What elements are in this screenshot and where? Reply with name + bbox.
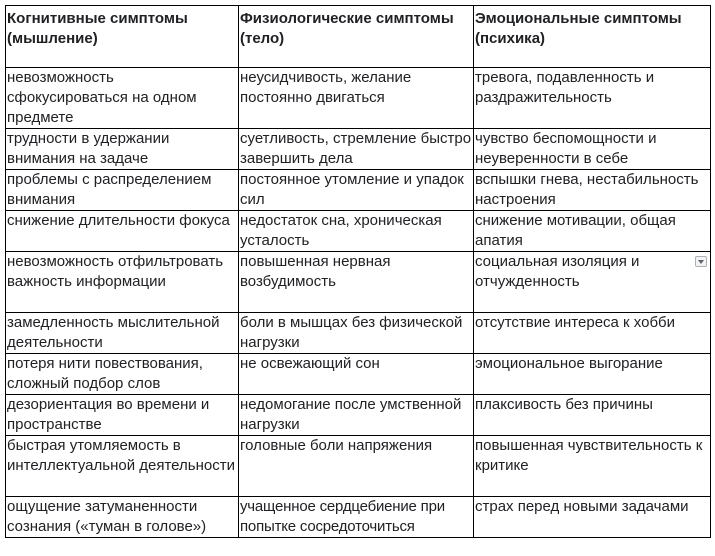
table-row: [6, 211, 711, 252]
table-cell[interactable]: снижение мотивации, общая апатия: [474, 211, 711, 252]
table-cell[interactable]: повышенная чувствительность к критике: [474, 436, 711, 497]
table-cell[interactable]: снижение длительности фокуса: [6, 211, 239, 252]
table-row: [6, 354, 711, 395]
table-row: [6, 129, 711, 170]
table-row: [6, 170, 711, 211]
table-cell[interactable]: трудности в удержании внимания на задаче: [6, 129, 239, 170]
symptoms-table: [5, 5, 711, 538]
header-cognitive[interactable]: Когнитивные симптомы (мышление): [6, 6, 239, 68]
table-cell[interactable]: учащенное сердцебиение при попытке сосредоточиться: [239, 497, 474, 538]
table-cell[interactable]: вспышки гнева, нестабильность настроения: [474, 170, 711, 211]
table-cell[interactable]: потеря нити повествования, сложный подбор слов: [6, 354, 239, 395]
table-cell[interactable]: невозможность отфильтровать важность информации: [6, 252, 239, 313]
cell-dropdown-icon[interactable]: [695, 256, 707, 267]
table-cell[interactable]: не освежающий сон: [239, 354, 474, 395]
header-emotional[interactable]: Эмоциональные симптомы (психика): [474, 6, 711, 68]
table-cell[interactable]: эмоциональное выгорание: [474, 354, 711, 395]
table-row: [6, 395, 711, 436]
table-cell[interactable]: быстрая утомляемость в интеллектуальной деятельности: [6, 436, 239, 497]
table-cell[interactable]: чувство беспомощности и неуверенности в себе: [474, 129, 711, 170]
table-row: [6, 436, 711, 497]
table-cell[interactable]: повышенная нервная возбудимость: [239, 252, 474, 313]
table-cell[interactable]: замедленность мыслительной деятельности: [6, 313, 239, 354]
table-cell[interactable]: недомогание после умственной нагрузки: [239, 395, 474, 436]
table-cell[interactable]: недостаток сна, хроническая усталость: [239, 211, 474, 252]
table-row: [6, 313, 711, 354]
header-physiological[interactable]: Физиологические симптомы (тело): [239, 6, 474, 68]
table-cell[interactable]: головные боли напряжения: [239, 436, 474, 497]
table-cell[interactable]: суетливость, стремление быстро завершить дела: [239, 129, 474, 170]
table-row: [6, 497, 711, 538]
table-cell[interactable]: ощущение затуманенности сознания («туман в голове»): [6, 497, 239, 538]
table-cell[interactable]: проблемы с распределением внимания: [6, 170, 239, 211]
table-cell[interactable]: постоянное утомление и упадок сил: [239, 170, 474, 211]
table-cell[interactable]: тревога, подавленность и раздражительность: [474, 68, 711, 129]
table-cell[interactable]: плаксивость без причины: [474, 395, 711, 436]
table-cell[interactable]: боли в мышцах без физической нагрузки: [239, 313, 474, 354]
table-row: [6, 252, 711, 313]
table-cell[interactable]: невозможность сфокусироваться на одном предмете: [6, 68, 239, 129]
table-cell-selected[interactable]: [474, 252, 711, 313]
table-cell[interactable]: неусидчивость, желание постоянно двигаться: [239, 68, 474, 129]
table-cell-text: социальная изоляция и отчужденность: [475, 253, 640, 290]
table-cell[interactable]: отсутствие интереса к хобби: [474, 313, 711, 354]
table-header-row: [6, 6, 711, 68]
table-row: [6, 68, 711, 129]
table-cell[interactable]: дезориентация во времени и пространстве: [6, 395, 239, 436]
table-cell[interactable]: страх перед новыми задачами: [474, 497, 711, 538]
